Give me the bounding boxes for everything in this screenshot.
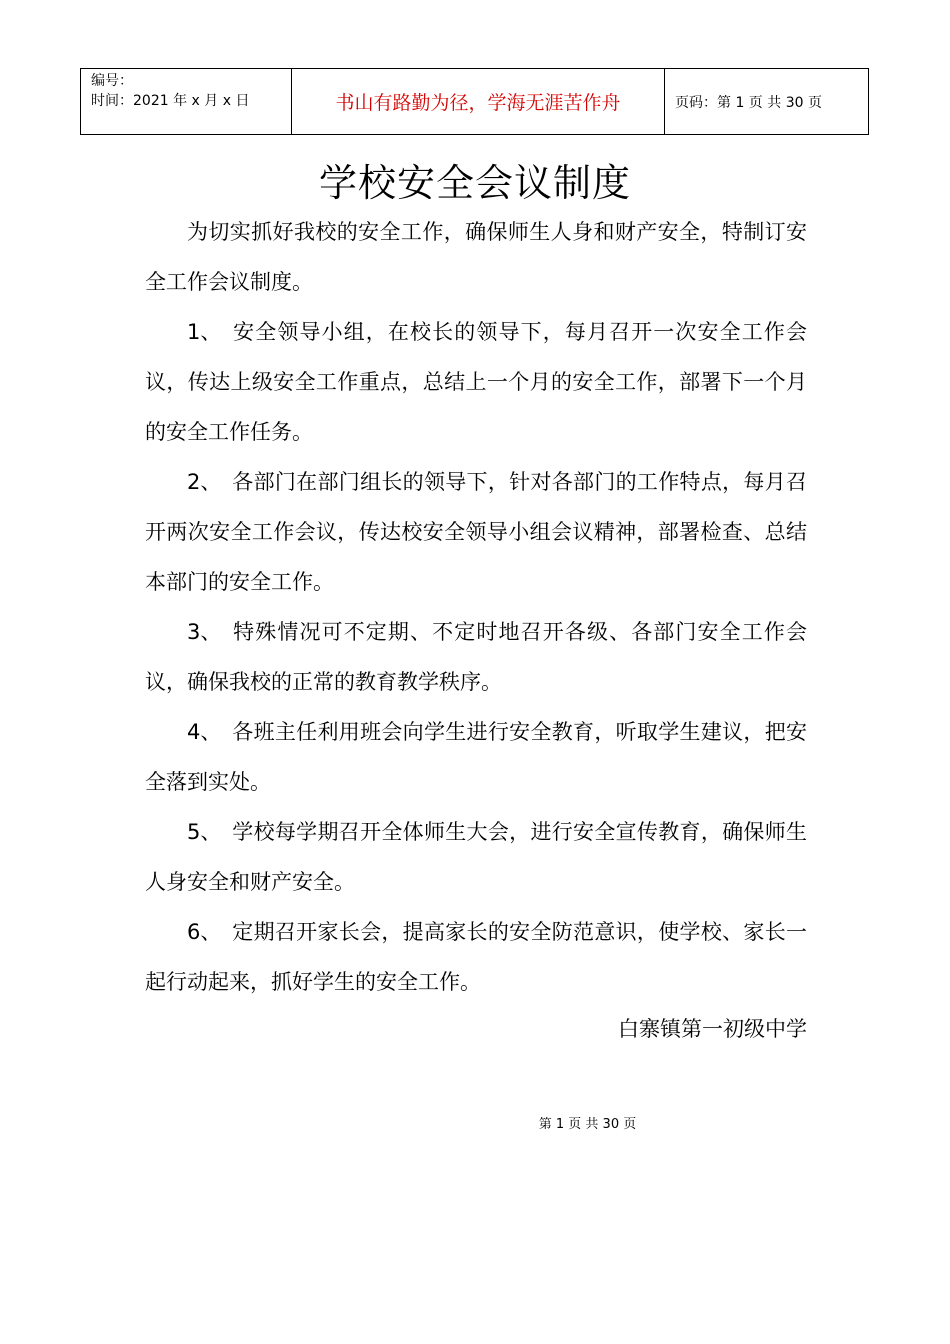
list-item (145, 807, 807, 907)
item-text: 定期召开家长会，提高家长的安全防范意识，使学校、家长一起行动起来，抓好学生的安全工作。 (145, 920, 807, 994)
item-number: 4、 (187, 720, 222, 744)
list-item (145, 607, 807, 707)
item-number: 2、 (187, 470, 222, 494)
item-text: 各班主任利用班会向学生进行安全教育，听取学生建议，把安全落到实处。 (145, 720, 807, 794)
item-number: 1、 (187, 320, 222, 344)
item-text: 学校每学期召开全体师生大会，进行安全宣传教育，确保师生人身安全和财产安全。 (145, 820, 807, 894)
item-text: 安全领导小组，在校长的领导下，每月召开一次安全工作会议，传达上级安全工作重点，总结上一个月的安全工作，部署下一个月的安全工作任务。 (145, 320, 807, 444)
item-text: 各部门在部门组长的领导下，针对各部门的工作特点，每月召开两次安全工作会议，传达校安全领导小组会议精神，部署检查、总结本部门的安全工作。 (145, 470, 807, 594)
list-item (145, 457, 807, 607)
document-title: 学校安全会议制度 (318, 161, 631, 205)
item-text: 特殊情况可不定期、不定时地召开各级、各部门安全工作会议，确保我校的正常的教育教学秩序。 (145, 620, 807, 694)
item-number: 5、 (187, 820, 222, 844)
header-table (80, 68, 869, 135)
list-item (145, 307, 807, 457)
intro-paragraph: 为切实抓好我校的安全工作，确保师生人身和财产安全，特制订安全工作会议制度。 (145, 220, 807, 294)
list-item (145, 707, 807, 807)
header-motto: 书山有路勤为径，学海无涯苦作舟 (292, 69, 665, 135)
list-item (145, 907, 807, 1007)
signature: 白寨镇第一初级中学 (618, 1017, 807, 1041)
document-body (145, 207, 807, 1007)
item-number: 3、 (187, 620, 222, 644)
document-date-label: 时间：2021 年 x 月 x 日 (91, 93, 250, 109)
page-footer: 第 1 页 共 30 页 (538, 1117, 637, 1132)
document-number-label: 编号： (91, 73, 133, 89)
header-page-number: 页码：第 1 页 共 30 页 (665, 69, 869, 135)
header-meta-cell (81, 69, 292, 135)
item-number: 6、 (187, 920, 222, 944)
